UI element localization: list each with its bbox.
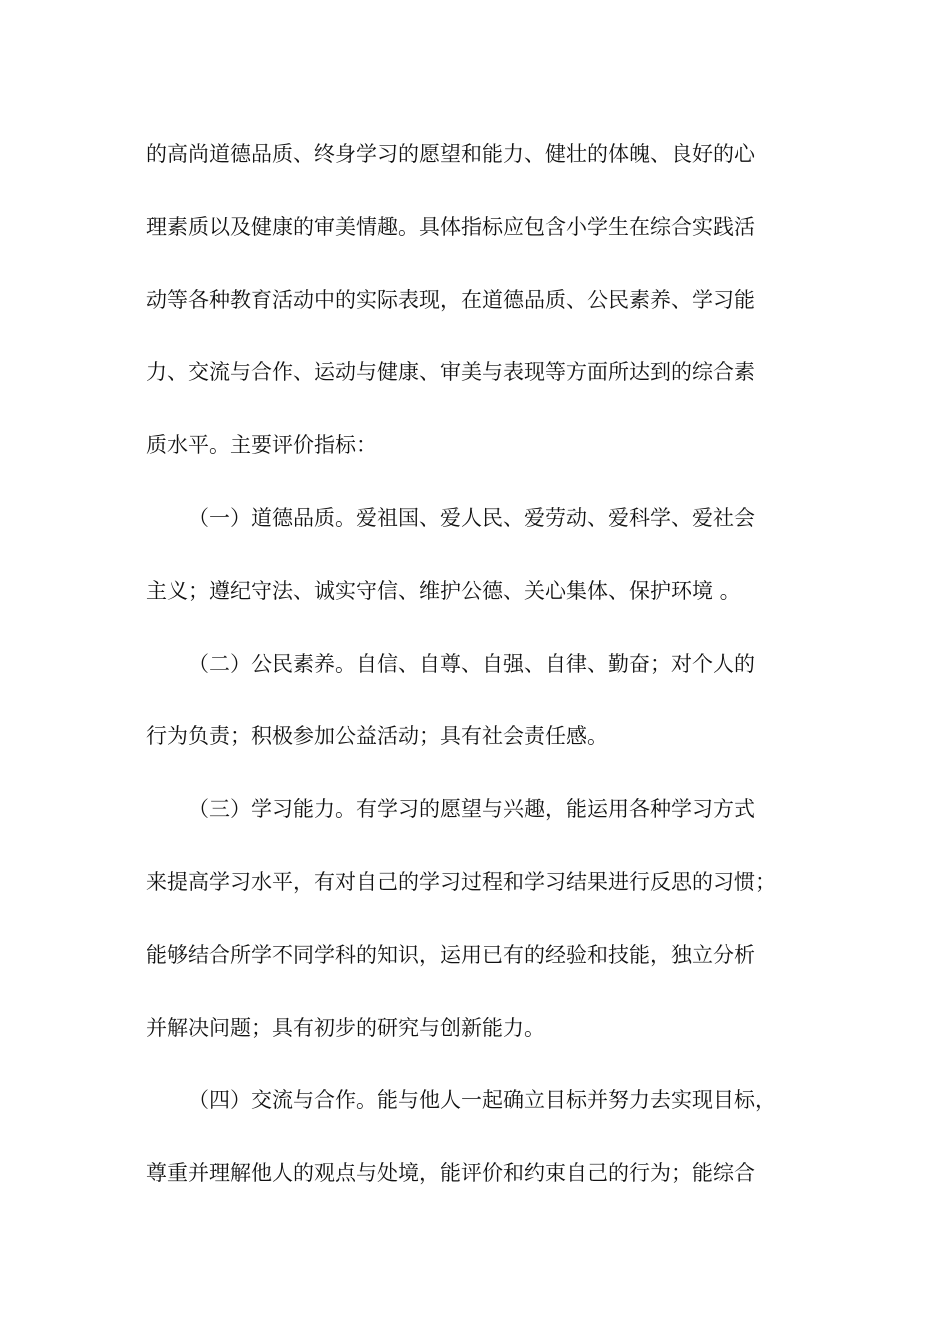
- text-line: 理素质以及健康的审美情趣。具体指标应包含小学生在综合实践活: [146, 214, 755, 239]
- text-line: 主义；遵纪守法、诚实守信、维护公德、关心集体、保护环境 。: [146, 578, 741, 603]
- text-line: 行为负责；积极参加公益活动；具有社会责任感。: [146, 724, 608, 749]
- body-text: [146, 128, 816, 1220]
- item-one-heading-line: （一）道德品质。爱祖国、爱人民、爱劳动、爱科学、爱社会: [188, 505, 755, 530]
- text-line: 的高尚道德品质、终身学习的愿望和能力、健壮的体魄、良好的心: [146, 142, 755, 166]
- text-line: 质水平。主要评价指标：: [146, 433, 377, 458]
- item-four-heading-line: （四）交流与合作。能与他人一起确立目标并努力去实现目标，: [188, 1088, 776, 1113]
- text-line: 力、交流与合作、运动与健康、审美与表现等方面所达到的综合素: [146, 360, 755, 385]
- text-line: 动等各种教育活动中的实际表现，在道德品质、公民素养、学习能: [146, 287, 755, 312]
- text-line: 能够结合所学不同学科的知识，运用已有的经验和技能，独立分析: [146, 942, 755, 967]
- item-two-heading-line: （二）公民素养。自信、自尊、自强、自律、勤奋；对个人的: [188, 651, 755, 676]
- text-line: 来提高学习水平，有对自己的学习过程和学习结果进行反思的习惯；: [146, 869, 776, 894]
- item-three-heading-line: （三）学习能力。有学习的愿望与兴趣，能运用各种学习方式: [188, 797, 755, 822]
- text-line: 尊重并理解他人的观点与处境，能评价和约束自己的行为；能综合: [146, 1161, 755, 1186]
- text-line: 并解决问题；具有初步的研究与创新能力。: [146, 1015, 545, 1040]
